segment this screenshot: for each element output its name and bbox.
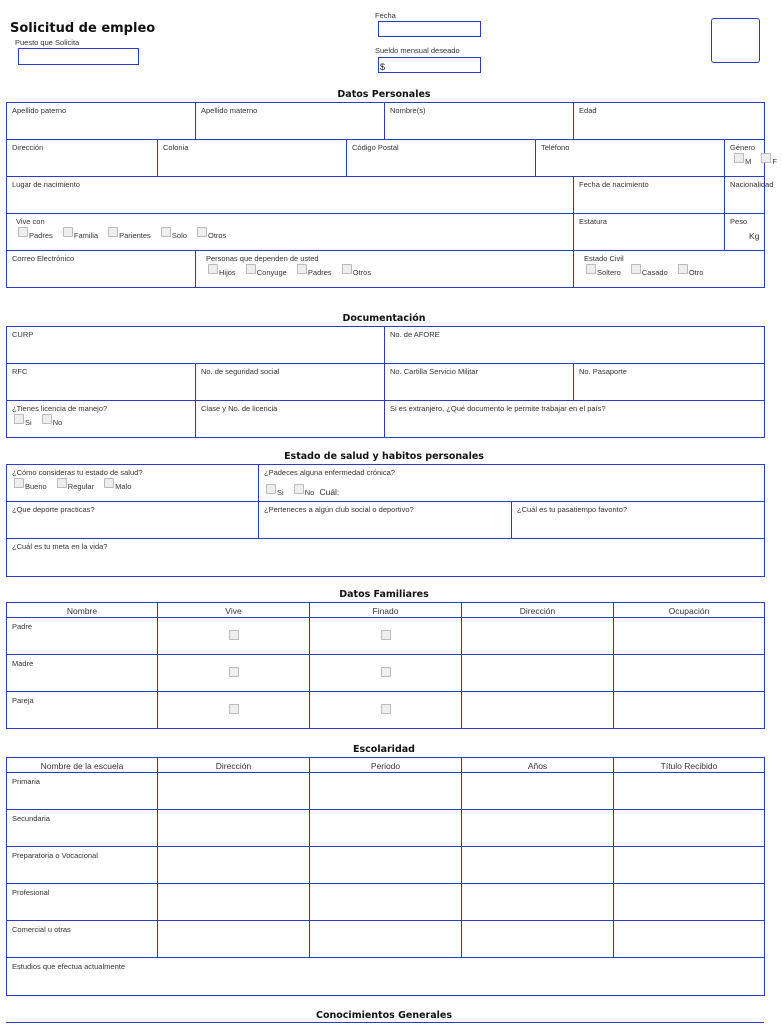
pareja-finado-checkbox[interactable] [381,704,391,714]
escolaridad-header-anos: Años [462,758,614,773]
pareja-direccion-cell[interactable] [462,692,614,729]
extranjero-field[interactable]: Si es extranjero, ¿Qué documento le permite trabajar en el país? [385,401,765,438]
fecha-input[interactable] [378,21,481,37]
vive-con-field [7,214,574,251]
dep-padres-checkbox[interactable] [297,264,307,274]
direccion-field[interactable]: Dirección [7,140,158,177]
pasatiempo-field[interactable]: ¿Cuál es tu pasatiempo favorito? [512,502,765,539]
familiares-header-vive: Vive [158,603,310,618]
preparatoria-direccion-cell[interactable] [158,847,310,884]
escolaridad-header-periodo: Periodo [310,758,462,773]
estado-civil-field [574,251,765,288]
estudios-actuales-field[interactable]: Estudios que efectua actualmente [7,958,765,996]
dep-otros-label: Otros [352,268,372,277]
primaria-anos-cell[interactable] [462,773,614,810]
salud-bueno-checkbox[interactable] [14,478,24,488]
pareja-ocupacion-cell[interactable] [614,692,765,729]
salud-malo-label: Malo [115,482,132,491]
licencia-field [7,401,196,438]
vive-otros-checkbox[interactable] [197,227,207,237]
section-title-salud: Estado de salud y habitos personales [284,451,484,462]
ec-otro-label: Otro [688,268,704,277]
genero-f-checkbox[interactable] [761,153,771,163]
dep-conyuge-checkbox[interactable] [246,264,256,274]
dependientes-label: Personas que dependen de usted [206,254,319,263]
salud-regular-label: Regular [67,482,95,491]
vive-parientes-label: Parientes [119,231,151,240]
familiares-header-nombre: Nombre [7,603,158,618]
section-title-conocimientos: Conocimientos Generales [316,1010,452,1021]
padre-vive-checkbox[interactable] [229,630,239,640]
salud-malo-checkbox[interactable] [104,478,114,488]
dep-conyuge-label: Conyuge [256,268,287,277]
cronica-no-label: No [304,488,315,497]
vive-padres-checkbox[interactable] [18,227,28,237]
club-field[interactable]: ¿Perteneces a algún club social o deportivo? [259,502,512,539]
padre-vive-cell [158,618,310,655]
sueldo-label: Sueldo mensual deseado [375,46,460,55]
genero-m-label: M [745,157,752,166]
escolaridad-profesional[interactable]: Profesional [7,884,158,921]
apellido-materno-field[interactable]: Apellido materno [196,103,385,140]
ec-casado-checkbox[interactable] [631,264,641,274]
licencia-no-label: No [52,418,63,427]
comercial-titulo-cell[interactable] [614,921,765,958]
estado-salud-question: ¿Cómo consideras tu estado de salud? [12,468,143,477]
cartilla-field[interactable]: No. Cartilla Servicio Militar [385,364,574,401]
familiar-pareja-name[interactable]: Pareja [7,692,158,729]
cronica-si-checkbox[interactable] [266,484,276,494]
vive-con-label: Vive con [16,217,45,226]
enfermedad-cronica-field [259,465,765,502]
vive-solo-label: Solo [171,231,187,240]
cronica-si-label: Si [277,488,284,497]
vive-parientes-checkbox[interactable] [108,227,118,237]
fecha-nacimiento-field[interactable]: Fecha de nacimiento [574,177,725,214]
padre-direccion-cell[interactable] [462,618,614,655]
pareja-finado-cell [310,692,462,729]
nombres-field[interactable]: Nombre(s) [385,103,574,140]
conocimientos-divider [6,1022,764,1023]
peso-label: Peso [730,217,748,226]
madre-ocupacion-cell[interactable] [614,655,765,692]
escolaridad-comercial[interactable]: Comercial u otras [7,921,158,958]
genero-m-checkbox[interactable] [734,153,744,163]
dep-otros-checkbox[interactable] [342,264,352,274]
familiares-header-ocupacion: Ocupación [614,603,765,618]
primaria-direccion-cell[interactable] [158,773,310,810]
nacionalidad-field[interactable]: Nacionalidad [725,177,765,214]
secundaria-anos-cell[interactable] [462,810,614,847]
datos-personales-table [6,102,777,288]
puesto-input[interactable] [18,48,139,65]
peso-unit: Kg [749,231,760,241]
estado-salud-field [7,465,259,502]
table-row [7,921,765,958]
escolaridad-table [6,757,765,996]
documentacion-table [6,326,765,438]
cronica-cual-label: Cuál: [319,487,340,497]
pareja-vive-cell [158,692,310,729]
dep-padres-label: Padres [307,268,332,277]
profesional-titulo-cell[interactable] [614,884,765,921]
secundaria-titulo-cell[interactable] [614,810,765,847]
telefono-field[interactable]: Teléfono [536,140,725,177]
madre-finado-checkbox[interactable] [381,667,391,677]
table-row [7,884,765,921]
primaria-periodo-cell[interactable] [310,773,462,810]
curp-field[interactable]: CURP [7,327,385,364]
escolaridad-header-direccion: Dirección [158,758,310,773]
meta-field[interactable]: ¿Cuál es tu meta en la vida? [7,539,765,577]
profesional-direccion-cell[interactable] [158,884,310,921]
familiares-header-finado: Finado [310,603,462,618]
madre-finado-cell [310,655,462,692]
escolaridad-header-escuela: Nombre de la escuela [7,758,158,773]
fecha-label: Fecha [375,11,396,20]
estado-civil-label: Estado Civil [584,254,624,263]
table-row [7,847,765,884]
edad-field[interactable]: Edad [574,103,765,140]
vive-familia-label: Familia [73,231,99,240]
comercial-anos-cell[interactable] [462,921,614,958]
colonia-field[interactable]: Colonia [158,140,347,177]
clase-licencia-field[interactable]: Clase y No. de licencia [196,401,385,438]
section-title-escolaridad: Escolaridad [353,744,415,755]
lugar-nacimiento-field[interactable]: Lugar de nacimiento [7,177,574,214]
familiar-madre-name[interactable]: Madre [7,655,158,692]
photo-box[interactable] [711,18,760,63]
escolaridad-header-titulo: Título Recibido [614,758,765,773]
afore-field[interactable]: No. de AFORE [385,327,765,364]
licencia-si-checkbox[interactable] [14,414,24,424]
vive-solo-checkbox[interactable] [161,227,171,237]
profesional-anos-cell[interactable] [462,884,614,921]
licencia-si-label: Si [25,418,32,427]
escolaridad-secundaria[interactable]: Secundaria [7,810,158,847]
table-row [7,692,765,729]
table-row [7,655,765,692]
ec-otro-checkbox[interactable] [678,264,688,274]
padre-finado-cell [310,618,462,655]
form-title: Solicitud de empleo [10,21,156,36]
rfc-field[interactable]: RFC [7,364,196,401]
sueldo-input[interactable]: $ [378,57,481,73]
pasaporte-field[interactable]: No. Pasaporte [574,364,765,401]
genero-label: Género [730,143,756,152]
section-title-documentacion: Documentación [342,313,426,324]
salud-regular-checkbox[interactable] [57,478,67,488]
vive-otros-label: Otros [208,231,227,240]
salud-table [6,464,765,577]
vive-padres-label: Padres [29,231,53,240]
preparatoria-periodo-cell[interactable] [310,847,462,884]
secundaria-direccion-cell[interactable] [158,810,310,847]
primaria-titulo-cell[interactable] [614,773,765,810]
madre-vive-cell [158,655,310,692]
escolaridad-primaria[interactable]: Primaria [7,773,158,810]
salud-bueno-label: Bueno [25,482,47,491]
section-title-datos-personales: Datos Personales [337,89,431,100]
cronica-no-checkbox[interactable] [294,484,304,494]
correo-field[interactable]: Correo Electrónico [7,251,196,288]
familiares-header-direccion: Dirección [462,603,614,618]
genero-f-label: F [772,157,777,166]
genero-field [725,140,777,177]
madre-vive-checkbox[interactable] [229,667,239,677]
section-title-familiares: Datos Familiares [339,589,429,600]
apellido-paterno-field[interactable]: Apellido paterno [7,103,196,140]
padre-finado-checkbox[interactable] [381,630,391,640]
table-row [7,773,765,810]
table-row [7,810,765,847]
codigo-postal-field[interactable]: Código Postal [347,140,536,177]
table-row [7,618,765,655]
preparatoria-anos-cell[interactable] [462,847,614,884]
ec-soltero-checkbox[interactable] [586,264,596,274]
dep-hijos-label: Hijos [219,268,236,277]
ec-soltero-label: Soltero [597,268,621,277]
padre-ocupacion-cell[interactable] [614,618,765,655]
profesional-periodo-cell[interactable] [310,884,462,921]
familiares-table [6,602,765,729]
enfermedad-cronica-question: ¿Padeces alguna enfermedad crónica? [264,468,395,477]
dep-hijos-checkbox[interactable] [208,264,218,274]
madre-direccion-cell[interactable] [462,655,614,692]
dependientes-field [196,251,574,288]
estatura-field[interactable]: Estatura [574,214,725,251]
secundaria-periodo-cell[interactable] [310,810,462,847]
puesto-label: Puesto que Solicita [15,38,80,47]
comercial-periodo-cell[interactable] [310,921,462,958]
ec-casado-label: Casado [641,268,668,277]
familiar-padre-name[interactable]: Padre [7,618,158,655]
peso-field[interactable] [725,214,765,251]
deporte-field[interactable]: ¿Que deporte practicas? [7,502,259,539]
licencia-question: ¿Tienes licencia de manejo? [12,404,108,413]
escolaridad-preparatoria[interactable]: Preparatoria o Vocacional [7,847,158,884]
licencia-no-checkbox[interactable] [42,414,52,424]
comercial-direccion-cell[interactable] [158,921,310,958]
preparatoria-titulo-cell[interactable] [614,847,765,884]
vive-familia-checkbox[interactable] [63,227,73,237]
seguridad-social-field[interactable]: No. de seguridad social [196,364,385,401]
pareja-vive-checkbox[interactable] [229,704,239,714]
